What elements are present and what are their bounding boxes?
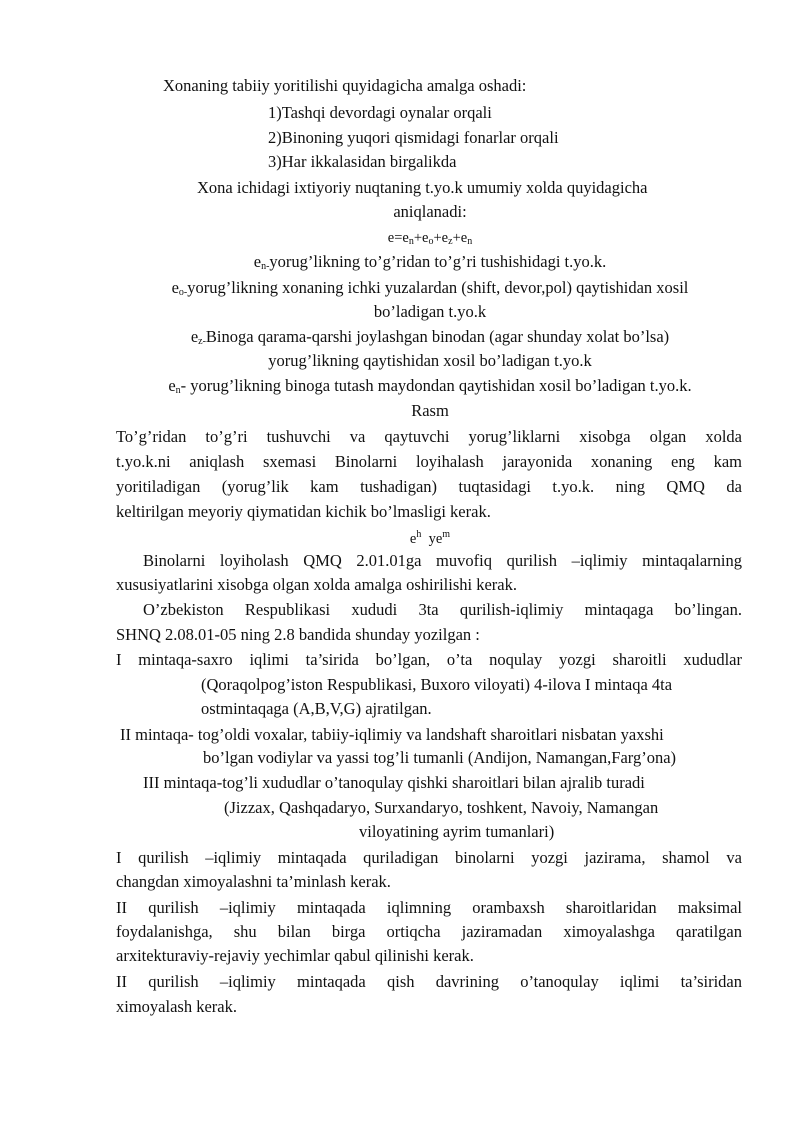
norm-formula: $e^h$ $ye^m$ (409, 529, 451, 547)
formula: $e=e_n+e_o+e_z+e_n$ (387, 230, 473, 247)
paragraph-line: II qurilish –iqlimiy mintaqada iqlimning orambaxsh sharoitlaridan maksimal (116, 898, 742, 917)
paragraph-line: xususiyatlarini xisobga olgan xolda amalga oshirilishi kerak. (116, 575, 517, 594)
paragraph-line: To’g’ridan to’g’ri tushuvchi va qaytuvchi yorug’liklarni xisobga olgan xolda (116, 427, 742, 446)
formula-intro-cont: aniqlanadi: (393, 202, 467, 221)
paragraph-line: arxitekturaviy-rejaviy yechimlar qabul qilinishi kerak. (116, 946, 474, 965)
zone-3-line: III mintaqa-tog’li xududlar o’tanoqulay qishki sharoitlari bilan ajralib turadi (143, 773, 645, 792)
paragraph-line: I qurilish –iqlimiy mintaqada quriladigan binolarni yozgi jazirama, shamol va (116, 848, 742, 867)
paragraph-line: keltirilgan meyoriy qiymatidan kichik bo’lmasligi kerak. (116, 502, 491, 521)
zone-3-line: (Jizzax, Qashqadaryo, Surxandaryo, toshkent, Navoiy, Namangan (224, 798, 659, 817)
paragraph-line: t.yo.k.ni aniqlash sxemasi Binolarni loyihalash jarayonida xonaning eng kam (116, 452, 742, 471)
zone-2-line: bo’lgan vodiylar va yassi tog’li tumanli (Andijon, Namangan,Farg’ona) (203, 748, 677, 767)
zone-1-line: (Qoraqolpog’iston Respublikasi, Buxoro viloyati) 4-ilova I mintaqa 4ta (201, 675, 673, 694)
paragraph-line: Binolarni loyiholash QMQ 2.01.01ga muvofiq qurilish –iqlimiy mintaqalarning (143, 551, 742, 570)
list-item: 3)Har ikkalasidan birgalikda (268, 152, 457, 171)
zone-3-line: viloyatining ayrim tumanlari) (359, 822, 555, 841)
zone-2-line: II mintaqa- tog’oldi voxalar, tabiiy-iqlimiy va landshaft sharoitlari nisbatan yaxshi (120, 725, 664, 744)
list-item: 2)Binoning yuqori qismidagi fonarlar orqali (268, 128, 559, 147)
zone-1-line: I mintaqa-saxro iqlimi ta’sirida bo’lgan, o’ta noqulay yozgi sharoitli xududlar (116, 650, 742, 669)
intro-line: Xonaning tabiiy yoritilishi quyidagicha amalga oshadi: (163, 76, 527, 95)
definition-en: $e_{n-}yorug’likning$ to’g’ridan to’g’ri tushishidagi t.yo.k. (253, 252, 607, 272)
paragraph-line: yoritiladigan (yorug’lik kam tushadigan) tuqtasidagi t.yo.k. ning QMQ da (116, 477, 742, 496)
formula-intro: Xona ichidagi ixtiyoriy nuqtaning t.yo.k umumiy xolda quyidagicha (197, 178, 648, 197)
paragraph-line: SHNQ 2.08.01-05 ning 2.8 bandida shunday yozilgan : (116, 625, 480, 644)
list-item: 1)Tashqi devordagi oynalar orqali (268, 103, 492, 122)
paragraph-line: foydalanishga, shu bilan birga ortiqcha jaziramadan ximoyalashga qaratilgan (116, 922, 742, 941)
zone-1-line: ostmintaqaga (A,B,V,G) ajratilgan. (201, 699, 432, 718)
definition-en2: $e_n-$ yorug’likning binoga tutash maydondan qaytishidan xosil bo’ladigan t.yo.k. (168, 376, 692, 396)
definition-ez: $e_{z-}Binoga$ qarama-qarshi joylashgan binodan (agar shunday xolat bo’lsa) (190, 327, 670, 347)
definition-eo: $e_{o-}yorug’likning$ xonaning ichki yuzalardan (shift, devor,pol) qaytishidan xosil (171, 278, 689, 298)
paragraph-line: II qurilish –iqlimiy mintaqada qish davrining o’tanoqulay iqlimi ta’siridan (116, 972, 742, 991)
paragraph-line: ximoyalash kerak. (116, 997, 237, 1016)
definition-eo-cont: bo’ladigan t.yo.k (373, 302, 487, 321)
paragraph-line: O’zbekiston Respublikasi xududi 3ta qurilish-iqlimiy mintaqaga bo’lingan. (143, 600, 742, 619)
definition-ez-cont: yorug’likning qaytishidan xosil bo’ladigan t.yo.k (268, 351, 592, 370)
figure-caption: Rasm (411, 401, 449, 420)
paragraph-line: changdan ximoyalashni ta’minlash kerak. (116, 872, 391, 891)
